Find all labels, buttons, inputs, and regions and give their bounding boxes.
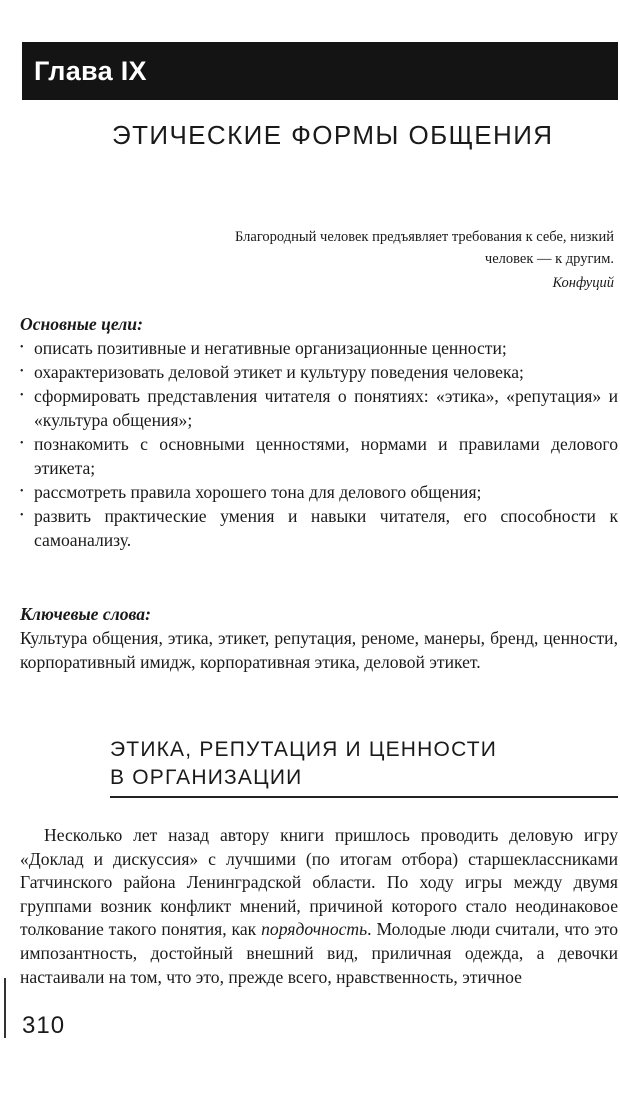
section-title-line2: В ОРГАНИЗАЦИИ xyxy=(110,766,303,789)
goal-item xyxy=(20,432,618,480)
goal-text: сформировать представления читателя о понятиях: «этика», «репутация» и «культура общения»; xyxy=(34,386,618,430)
epigraph-author: Конфуций xyxy=(552,275,614,291)
goals-section xyxy=(20,312,618,552)
goal-text: развить практические умения и навыки читателя, его способности к самоанализу. xyxy=(34,506,618,550)
epigraph xyxy=(214,226,614,294)
goal-text: охарактеризовать деловой этикет и культуру поведения человека; xyxy=(34,362,524,382)
goal-item xyxy=(20,336,618,360)
chapter-header-bar xyxy=(22,42,618,100)
bullet-icon: • xyxy=(20,510,24,521)
page-number: 310 xyxy=(22,1012,66,1039)
goal-text: познакомить с основными ценностями, нормами и правилами делового этикета; xyxy=(34,434,618,478)
goal-item xyxy=(20,480,618,504)
chapter-label: Глава IX xyxy=(34,56,147,86)
goals-list xyxy=(20,336,618,552)
bullet-icon: • xyxy=(20,342,24,353)
goal-item xyxy=(20,504,618,552)
epigraph-text: Благородный человек предъявляет требования к себе, низкий человек — к другим. xyxy=(235,229,614,267)
chapter-title: ЭТИЧЕСКИЕ ФОРМЫ ОБЩЕНИЯ xyxy=(112,120,554,150)
section-heading xyxy=(110,736,618,798)
goal-text: рассмотреть правила хорошего тона для делового общения; xyxy=(34,482,482,502)
margin-rule xyxy=(4,978,6,1038)
bullet-icon: • xyxy=(20,486,24,497)
body-paragraph xyxy=(20,824,618,989)
body-text-part1: Несколько лет назад автору книги пришлось проводить деловую игру «Доклад и дискуссия» с лучшими (по итогам отбора) старшеклассниками Гатчинского района Ленинградской области. По ходу игры между двумя группами возник конфликт мнений, причиной которого стало неодинаковое толкование такого понятия, как xyxy=(20,825,618,940)
goal-item xyxy=(20,384,618,432)
keywords-heading: Ключевые слова: xyxy=(20,604,151,624)
body-text-part2: . Молодые люди считали, что это импозантность, достойный внешний вид, приличная одежда, а девочки настаивали на том, что это, прежде всего, нравственность, этичное xyxy=(20,919,619,987)
body-emphasis: порядочность xyxy=(261,919,368,940)
section-title-line1: ЭТИКА, РЕПУТАЦИЯ И ЦЕННОСТИ xyxy=(110,738,498,761)
goals-heading: Основные цели: xyxy=(20,314,143,334)
goal-item xyxy=(20,360,618,384)
bullet-icon: • xyxy=(20,438,24,449)
keywords-section xyxy=(20,602,618,674)
bullet-icon: • xyxy=(20,366,24,377)
bullet-icon: • xyxy=(20,390,24,401)
goal-text: описать позитивные и негативные организационные ценности; xyxy=(34,338,507,358)
keywords-text: Культура общения, этика, этикет, репутация, реноме, манеры, бренд, ценности, корпоративный имидж, корпоративная этика, деловой этикет. xyxy=(20,628,618,672)
